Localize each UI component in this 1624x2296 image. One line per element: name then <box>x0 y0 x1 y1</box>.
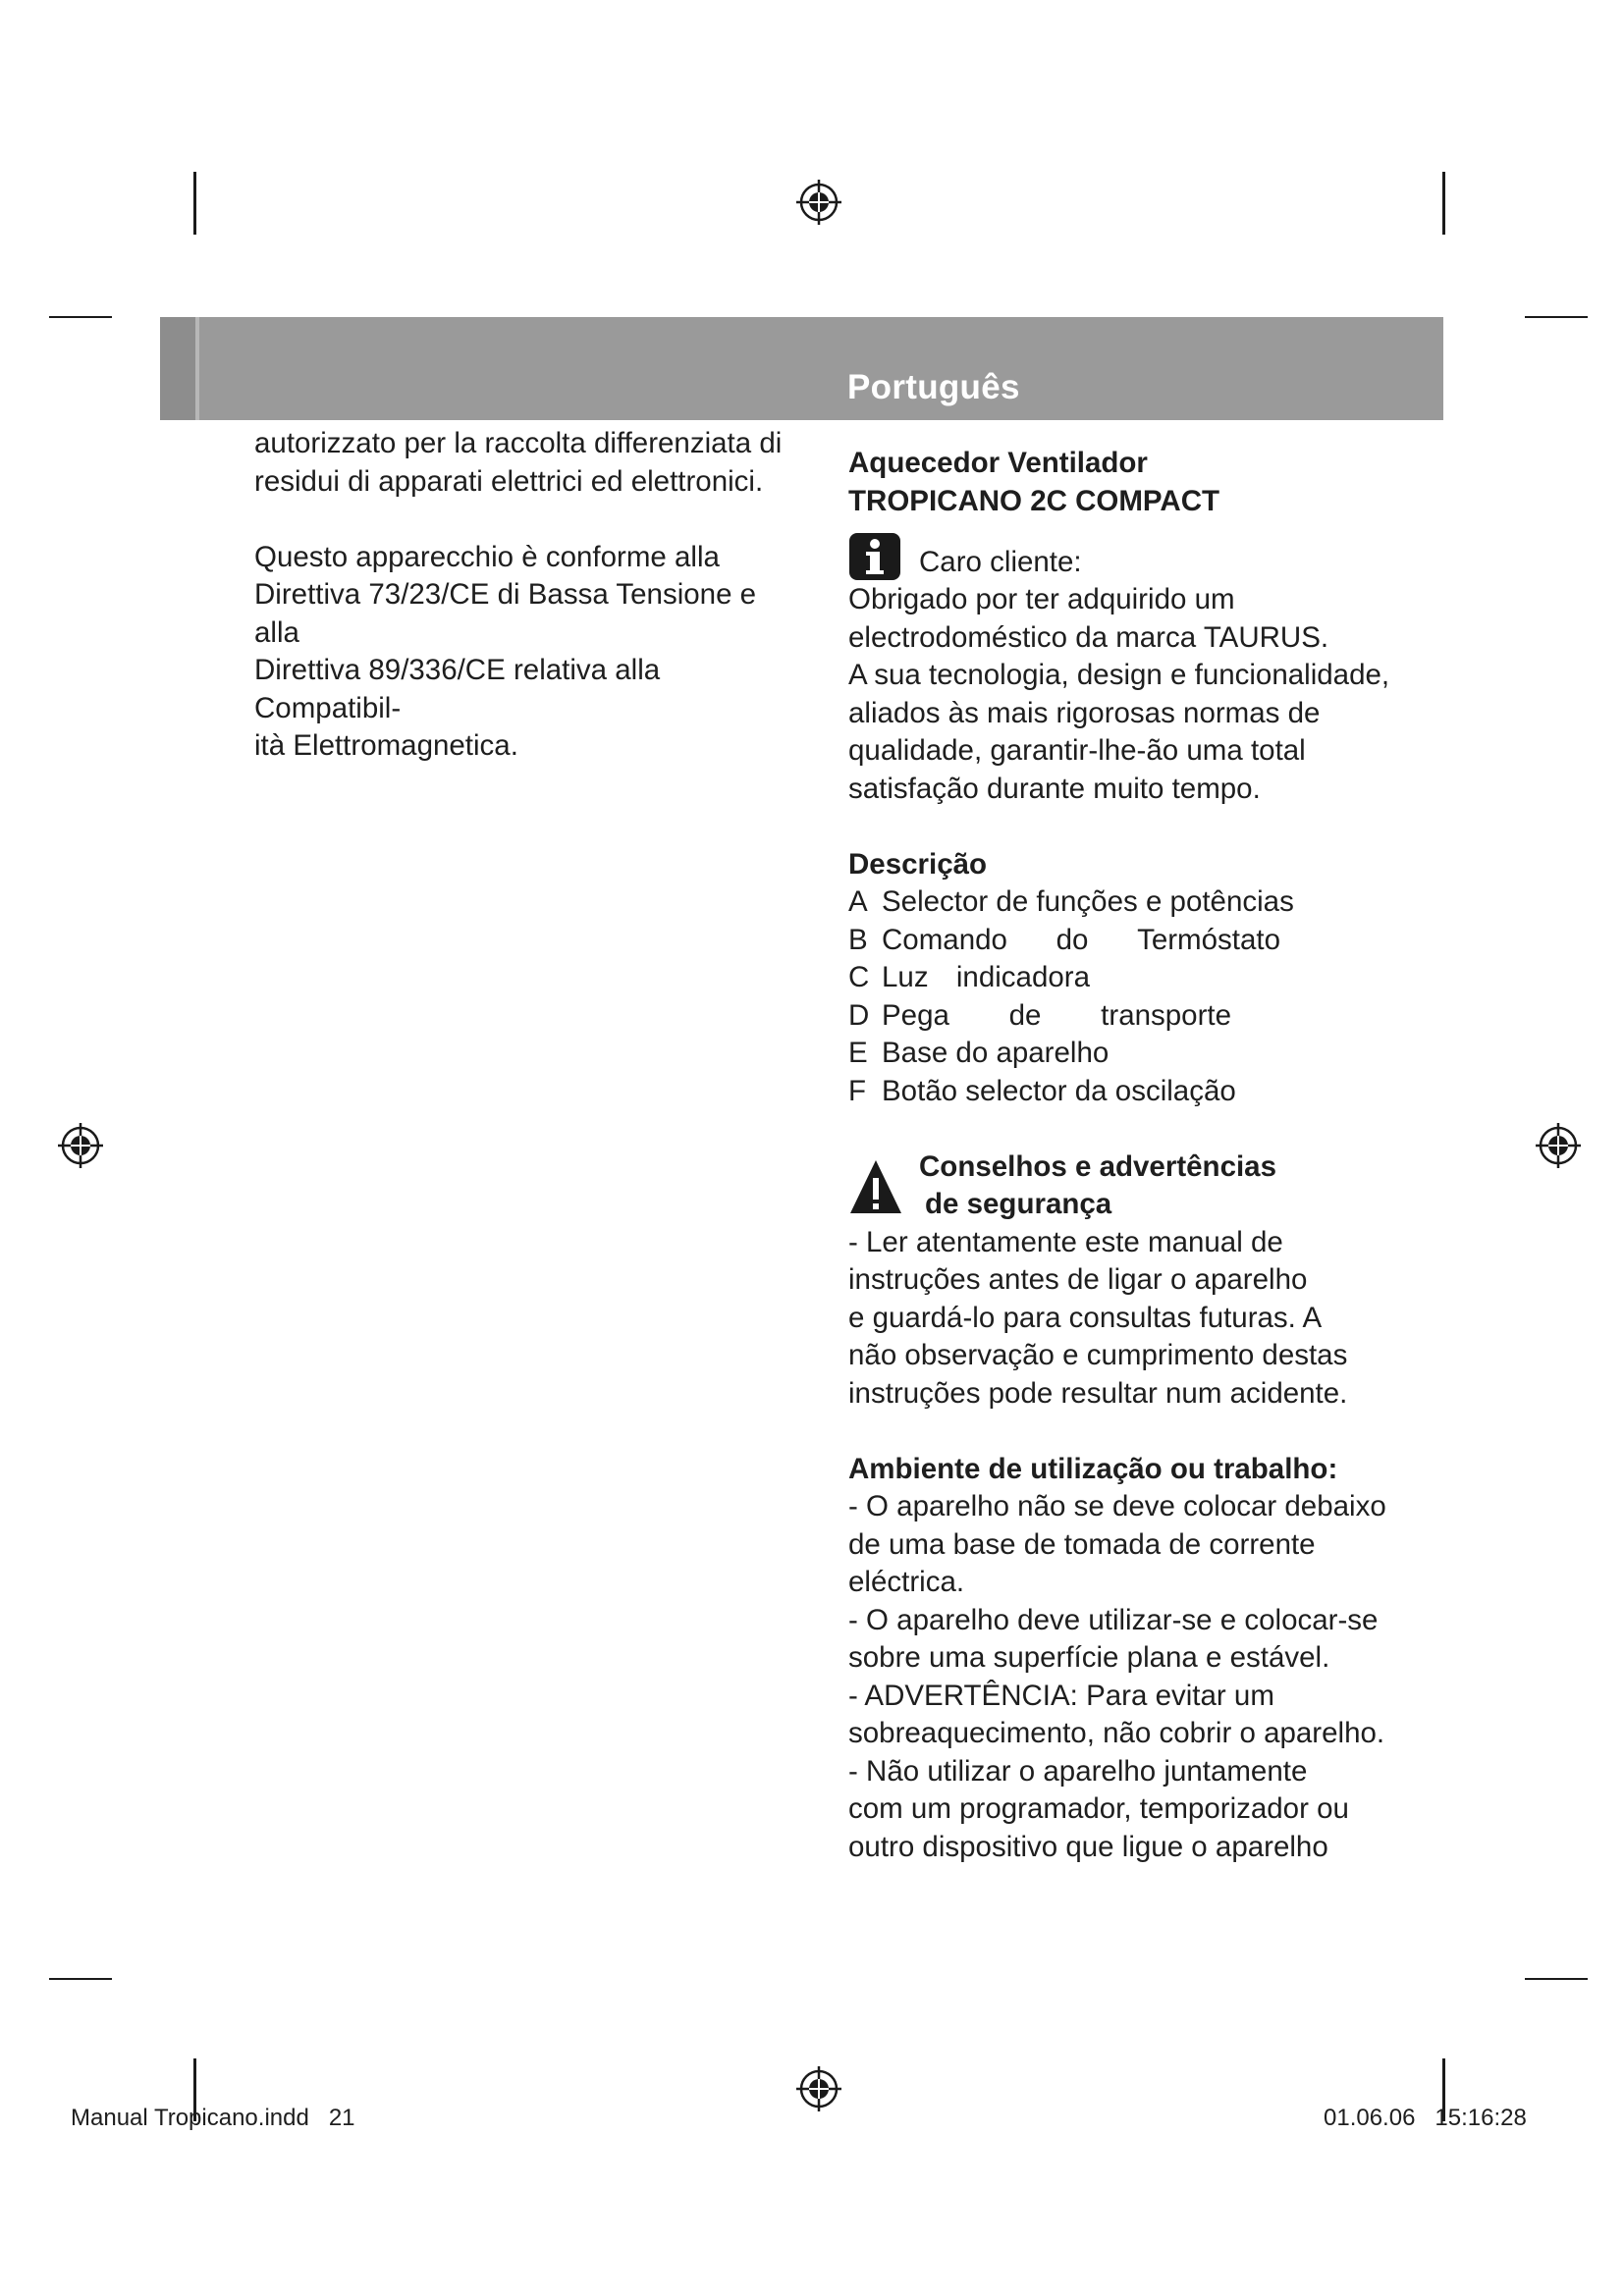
crop-mark-bottom-left-horizontal <box>49 1978 112 1980</box>
footer-date-info: 01.06.06 15:16:28 <box>1324 2105 1527 2131</box>
safety-heading <box>919 1148 1276 1224</box>
text-line: instruções pode resultar num acidente. <box>848 1376 1348 1410</box>
left-paragraph-2 <box>254 539 804 766</box>
item-letter: B <box>848 923 868 956</box>
text-line: e guardá-lo para consultas futuras. A <box>848 1301 1323 1334</box>
greeting: Caro cliente: <box>919 545 1082 578</box>
item-text: Luz indicadora <box>882 961 1090 993</box>
text-line: - O aparelho deve utilizar-se e colocar-se <box>848 1603 1379 1636</box>
item-letter: C <box>848 961 870 993</box>
text-line: Questo apparecchio è conforme alla <box>254 540 720 573</box>
text-line: com um programador, temporizador ou <box>848 1792 1349 1825</box>
list-item <box>848 959 1398 997</box>
product-title-line-1: Aquecedor Ventilador <box>848 447 1148 479</box>
intro-paragraph <box>848 581 1398 808</box>
warning-icon <box>848 1158 903 1217</box>
right-column <box>848 445 1398 1866</box>
header-bar-edge-highlight <box>195 317 199 420</box>
footer-file-info: Manual Tropicano.indd 21 <box>71 2105 355 2131</box>
left-column <box>254 425 804 766</box>
info-icon <box>848 532 901 581</box>
safety-heading-row <box>848 1148 1398 1224</box>
product-title-line-2: TROPICANO 2C COMPACT <box>848 484 1220 517</box>
description-list <box>848 883 1398 1110</box>
text-line: autorizzato per la raccolta differenziata di <box>254 427 783 459</box>
crop-mark-top-right-vertical <box>1442 172 1445 235</box>
item-text: Botão selector da oscilação <box>882 1074 1236 1107</box>
list-item <box>848 1035 1398 1073</box>
crop-mark-top-left-horizontal <box>49 316 112 318</box>
text-line: qualidade, garantir-lhe-ão uma total <box>848 734 1306 767</box>
crop-mark-top-right-horizontal <box>1525 316 1588 318</box>
text-line: outro dispositivo que ligue o aparelho <box>848 1830 1328 1863</box>
text-line: A sua tecnologia, design e funcionalidade, <box>848 659 1390 691</box>
item-text: Base do aparelho <box>882 1037 1110 1069</box>
item-letter: A <box>848 885 868 918</box>
text-line: de uma base de tomada de corrente <box>848 1527 1316 1561</box>
description-heading: Descrição <box>848 847 988 881</box>
environment-paragraph <box>848 1488 1398 1866</box>
left-paragraph-1 <box>254 425 804 501</box>
text-line: Direttiva 89/336/CE relativa alla Compatibil- <box>254 654 661 724</box>
safety-heading-line-1: Conselhos e advertências <box>919 1149 1276 1183</box>
text-line: electrodoméstico da marca TAURUS. <box>848 620 1329 654</box>
text-line: ità Elettromagnetica. <box>254 729 518 762</box>
item-letter: F <box>848 1074 867 1107</box>
text-line: - Ler atentamente este manual de <box>848 1225 1283 1258</box>
greeting-row <box>848 524 1398 581</box>
text-line: eléctrica. <box>848 1566 965 1598</box>
text-line: aliados às mais rigorosas normas de <box>848 696 1321 729</box>
text-line: instruções antes de ligar o aparelho <box>848 1263 1308 1296</box>
text-line: Direttiva 73/23/CE di Bassa Tensione e alla <box>254 578 757 649</box>
environment-heading: Ambiente de utilização ou trabalho: <box>848 1452 1338 1485</box>
safety-paragraph <box>848 1224 1398 1414</box>
crop-mark-top-left-vertical <box>193 172 196 235</box>
list-item <box>848 997 1398 1036</box>
language-header-bar <box>160 317 1443 420</box>
text-line: sobre uma superfície plana e estável. <box>848 1641 1330 1674</box>
item-letter: D <box>848 998 870 1032</box>
list-item <box>848 1073 1398 1111</box>
language-title: Português <box>847 368 1020 406</box>
item-text: Comando do Termóstato <box>882 923 1280 956</box>
list-item <box>848 922 1398 960</box>
item-text: Pega de transporte <box>882 998 1231 1032</box>
text-line: - ADVERTÊNCIA: Para evitar um <box>848 1679 1274 1712</box>
text-line: - O aparelho não se deve colocar debaixo <box>848 1490 1386 1522</box>
text-line: - Não utilizar o aparelho juntamente <box>848 1754 1308 1788</box>
safety-heading-line-2: de segurança <box>925 1188 1112 1220</box>
item-letter: E <box>848 1037 868 1069</box>
text-line: residui di apparati elettrici ed elettronici. <box>254 464 764 498</box>
registration-mark-icon <box>794 2064 843 2113</box>
product-title <box>848 445 1398 520</box>
registration-mark-icon <box>56 1121 105 1170</box>
item-text: Selector de funções e potências <box>882 885 1294 918</box>
header-bar-edge <box>160 317 195 420</box>
registration-mark-icon <box>794 178 843 227</box>
list-item <box>848 883 1398 922</box>
registration-mark-icon <box>1534 1121 1583 1170</box>
text-line: Obrigado por ter adquirido um <box>848 583 1235 615</box>
text-line: não observação e cumprimento destas <box>848 1339 1348 1371</box>
text-line: satisfação durante muito tempo. <box>848 772 1261 805</box>
crop-mark-bottom-right-horizontal <box>1525 1978 1588 1980</box>
text-line: sobreaquecimento, não cobrir o aparelho. <box>848 1717 1385 1749</box>
